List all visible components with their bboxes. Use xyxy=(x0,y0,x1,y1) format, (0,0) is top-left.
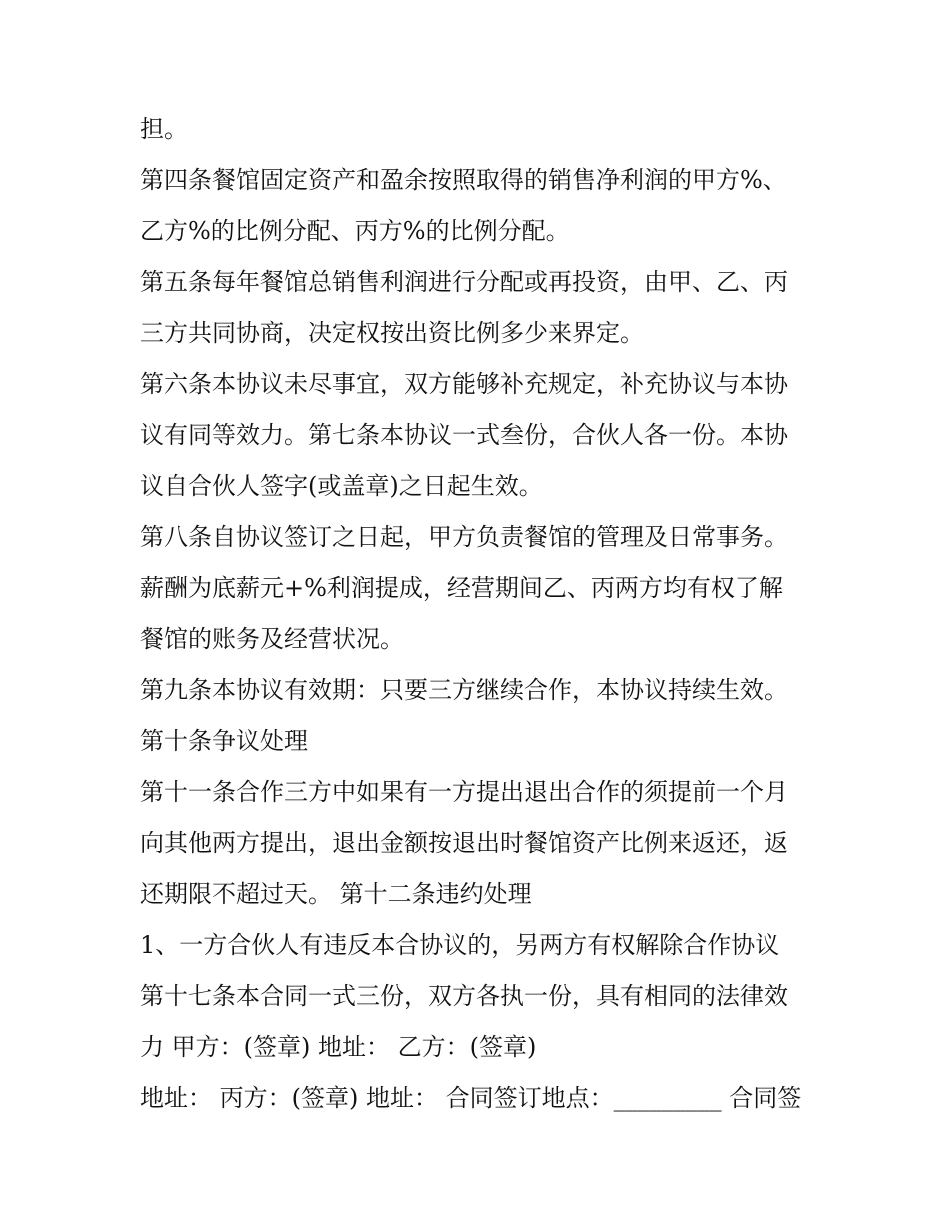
text-line: 薪酬为底薪元+%利润提成，经营期间乙、丙两方均有权了解 xyxy=(140,574,783,602)
text-line: 第四条餐馆固定资产和盈余按照取得的销售净利润的甲方%、 xyxy=(140,166,787,194)
text-line: 第六条本协议未尽事宜，双方能够补充规定，补充协议与本协 xyxy=(140,370,788,398)
text-line: 第八条自协议签订之日起，甲方负责餐馆的管理及日常事务。 xyxy=(140,523,788,551)
text-line: 第十条争议处理 xyxy=(140,727,308,755)
text-line: 第九条本协议有效期：只要三方继续合作，本协议持续生效。 xyxy=(140,676,788,704)
text-line: 议有同等效力。第七条本协议一式叁份，合伙人各一份。本协 xyxy=(140,421,788,449)
text-line: 第十七条本合同一式三份，双方各执一份，具有相同的法律效 xyxy=(140,982,788,1010)
text-line: 三方共同协商，决定权按出资比例多少来界定。 xyxy=(140,319,644,347)
text-line: 担。 xyxy=(140,115,188,143)
text-line: 地址： 丙方：(签章) 地址： 合同签订地点：_________ 合同签 xyxy=(140,1084,802,1112)
text-line: 向其他两方提出，退出金额按退出时餐馆资产比例来返还，返 xyxy=(140,829,788,857)
text-line: 第五条每年餐馆总销售利润进行分配或再投资，由甲、乙、丙 xyxy=(140,268,788,296)
document-page xyxy=(140,104,820,1124)
text-line: 第十一条合作三方中如果有一方提出退出合作的须提前一个月 xyxy=(140,778,788,806)
text-line: 议自合伙人签字(或盖章)之日起生效。 xyxy=(140,472,543,500)
text-line: 还期限不超过天。 第十二条违约处理 xyxy=(140,880,532,908)
text-line: 餐馆的账务及经营状况。 xyxy=(140,625,404,653)
text-line: 1、一方合伙人有违反本合协议的，另两方有权解除合作协议 xyxy=(140,931,780,959)
text-line: 乙方%的比例分配、丙方%的比例分配。 xyxy=(140,217,570,245)
text-line: 力 甲方：(签章) 地址： 乙方：(签章) xyxy=(140,1033,537,1061)
